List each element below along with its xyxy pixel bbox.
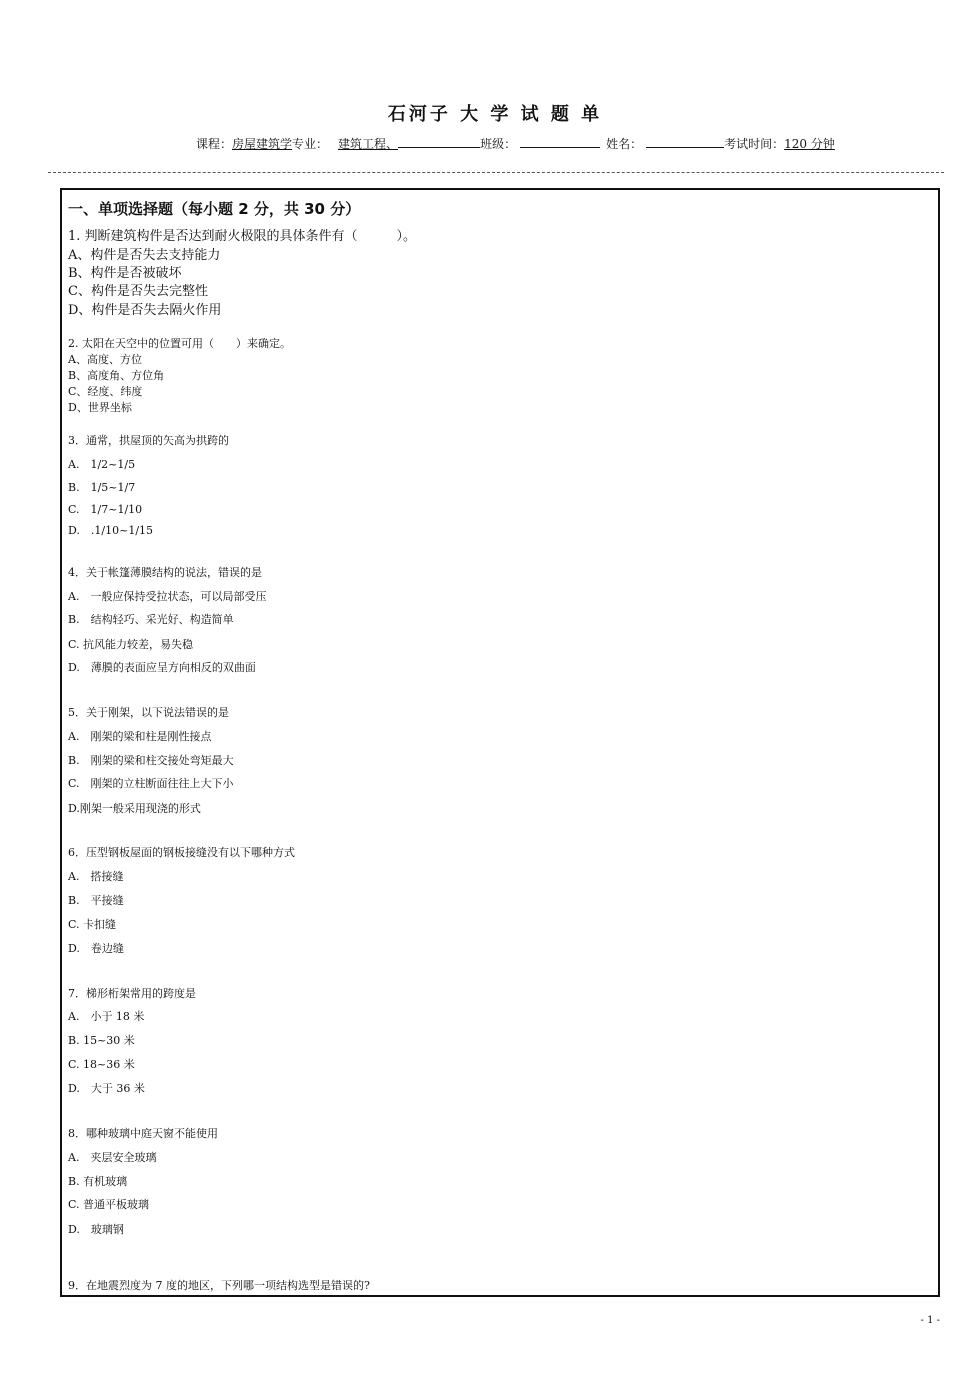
option: C、构件是否失去完整性 xyxy=(68,284,208,299)
time-label: 考试时间： xyxy=(724,137,785,151)
question-stem: 8．哪种玻璃中庭天窗不能使用 xyxy=(68,1127,218,1140)
question-stem: 5．关于刚架，以下说法错误的是 xyxy=(68,706,229,719)
course-label: 课程： xyxy=(196,137,233,151)
question-stem: 9．在地震烈度为 7 度的地区，下列哪一项结构选型是错误的? xyxy=(68,1279,370,1292)
option: B. 平接缝 xyxy=(68,894,124,907)
option: A、构件是否失去支持能力 xyxy=(68,248,221,263)
option: D.刚架一般采用现浇的形式 xyxy=(68,802,201,815)
question-stem: 3．通常，拱屋顶的矢高为拱跨的 xyxy=(68,434,229,447)
page-number: - 1 - xyxy=(920,1315,940,1326)
option: D、世界坐标 xyxy=(68,401,132,414)
option: A. 一般应保持受拉状态，可以局部受压 xyxy=(68,590,267,603)
class-blank xyxy=(520,135,600,148)
option: A. 夹层安全玻璃 xyxy=(68,1151,157,1164)
question-stem: 7．梯形桁架常用的跨度是 xyxy=(68,987,196,1000)
option: C、经度、纬度 xyxy=(68,385,143,398)
option: D. 玻璃钢 xyxy=(68,1223,124,1236)
option: B. 有机玻璃 xyxy=(68,1175,128,1188)
option: B. 刚架的梁和柱交接处弯矩最大 xyxy=(68,754,234,767)
exam-title: 石河子 大 学 试 题 单 xyxy=(387,104,603,125)
question-box xyxy=(60,188,940,1297)
option: D. 薄膜的表面应呈方向相反的双曲面 xyxy=(68,661,256,674)
option: C. 刚架的立柱断面往往上大下小 xyxy=(68,777,234,790)
separator-dashed xyxy=(48,172,944,173)
section-title: 一、单项选择题（每小题 2 分，共 30 分） xyxy=(68,200,361,218)
major-value: 建筑工程、 xyxy=(338,137,399,151)
option: C. 18~36 米 xyxy=(68,1058,135,1071)
option: A. 搭接缝 xyxy=(68,870,124,883)
option: C. 抗风能力较差，易失稳 xyxy=(68,638,194,651)
option: D. .1/10~1/15 xyxy=(68,524,154,537)
option: A、高度、方位 xyxy=(68,353,142,366)
option: A. 1/2~1/5 xyxy=(68,458,136,471)
option: B、构件是否被破坏 xyxy=(68,266,182,281)
option: A. 刚架的梁和柱是刚性接点 xyxy=(68,730,212,743)
time-value: 120 分钟 xyxy=(784,137,835,151)
major-label: 专业： xyxy=(292,137,329,151)
question-stem: 4．关于帐篷薄膜结构的说法，错误的是 xyxy=(68,566,262,579)
option: A. 小于 18 米 xyxy=(68,1010,145,1023)
exam-info-line xyxy=(196,135,835,152)
question-stem: 2. 太阳在天空中的位置可用（ ）来确定。 xyxy=(68,337,291,350)
option: D. 大于 36 米 xyxy=(68,1082,145,1095)
option: C. 1/7~1/10 xyxy=(68,503,143,516)
option: B、高度角、方位角 xyxy=(68,369,165,382)
option: B. 15~30 米 xyxy=(68,1034,135,1047)
question-stem: 1. 判断建筑构件是否达到耐火极限的具体条件有（ ）。 xyxy=(68,229,417,244)
major-blank xyxy=(398,135,480,148)
question-stem: 6．压型钢板屋面的钢板接缝没有以下哪种方式 xyxy=(68,846,295,859)
option: C. 普通平板玻璃 xyxy=(68,1198,150,1211)
course-value: 房屋建筑学 xyxy=(232,137,293,151)
option: B. 1/5~1/7 xyxy=(68,481,136,494)
option: D. 卷边缝 xyxy=(68,942,124,955)
name-label: 姓名： xyxy=(606,137,643,151)
class-label: 班级： xyxy=(480,137,517,151)
option: B. 结构轻巧、采光好、构造简单 xyxy=(68,613,234,626)
option: C. 卡扣缝 xyxy=(68,918,117,931)
option: D、构件是否失去隔火作用 xyxy=(68,303,222,318)
name-blank xyxy=(646,135,724,148)
